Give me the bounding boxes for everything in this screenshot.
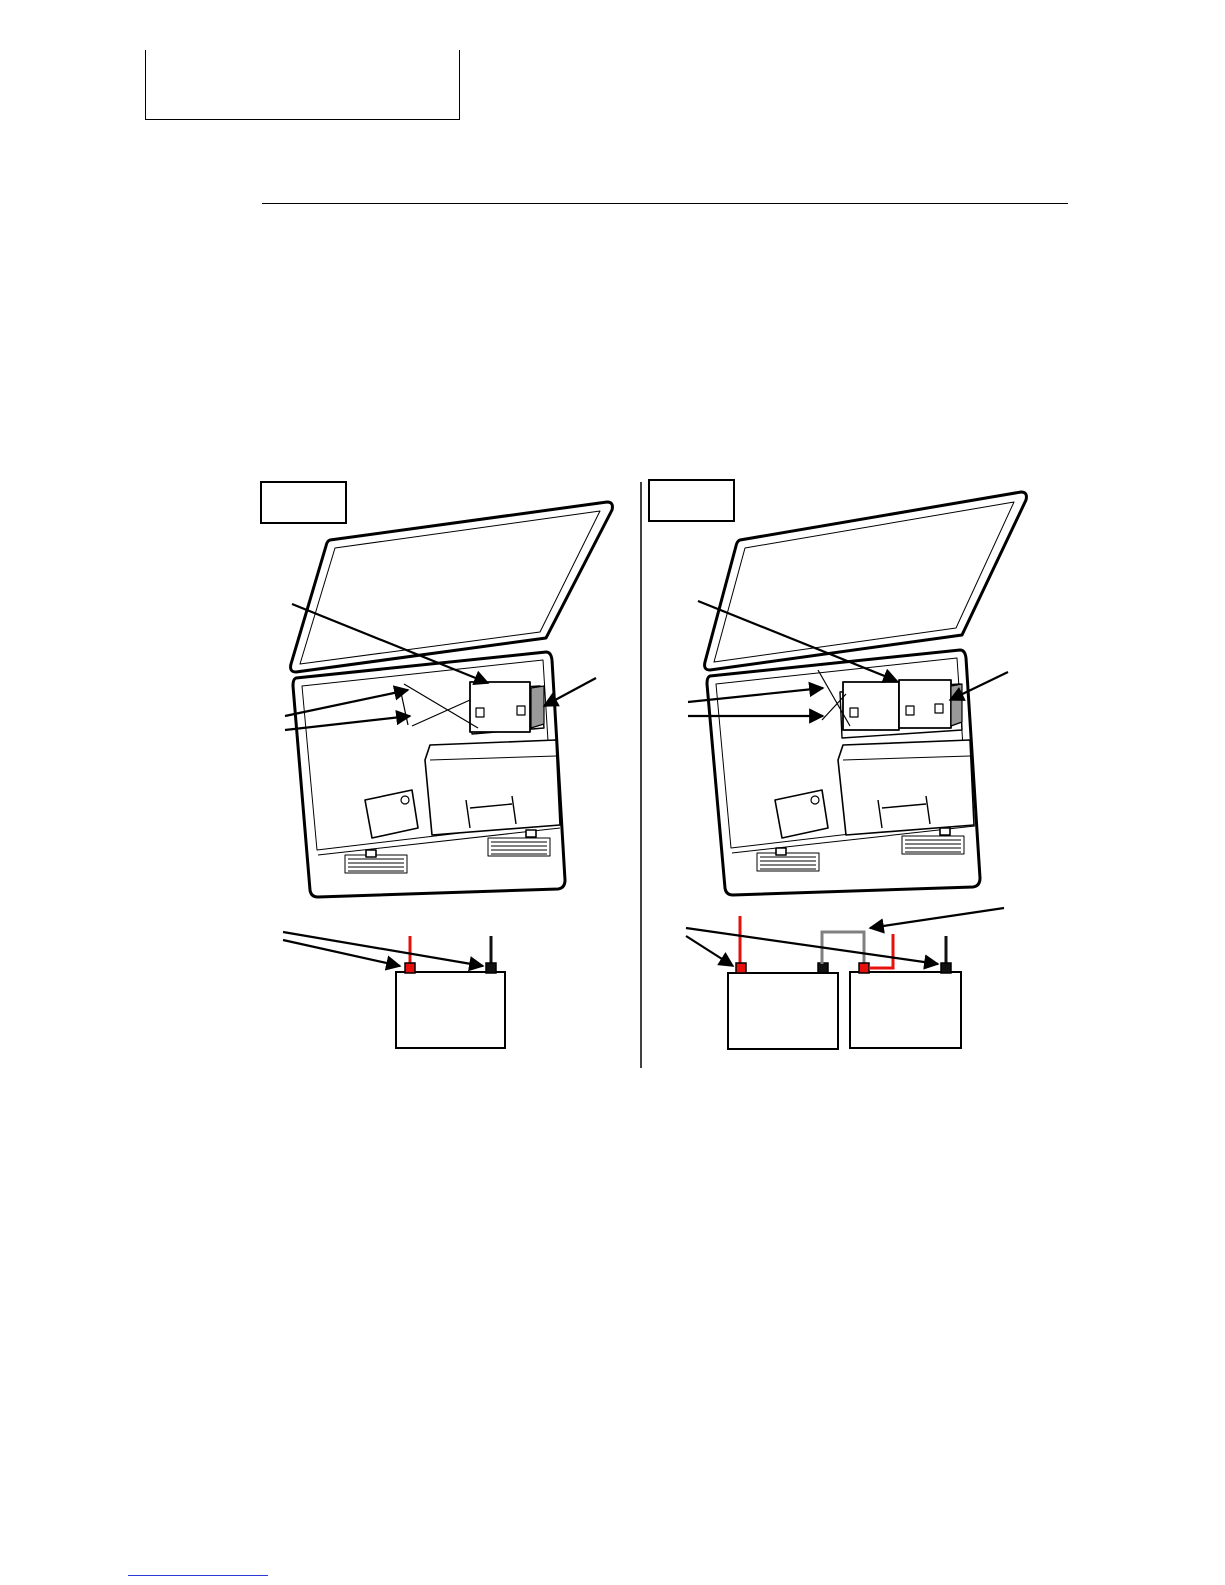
battery-1-negative-terminal [818, 963, 828, 973]
battery-2-positive-wire [869, 934, 893, 968]
wiring-right [686, 908, 1004, 1049]
charger-unit [838, 740, 974, 835]
positive-terminal [405, 963, 415, 973]
bracket [775, 790, 828, 838]
battery-2 [850, 972, 961, 1048]
charger-unit [425, 740, 560, 835]
enclosure-right [705, 492, 1027, 895]
battery-2-positive-terminal [859, 963, 869, 973]
battery-1 [728, 973, 838, 1049]
negative-terminal [486, 963, 496, 973]
positive-terminal [736, 963, 746, 973]
negative-terminal [941, 963, 951, 973]
bracket [365, 790, 418, 838]
vent-right [902, 836, 964, 854]
vent-left [757, 853, 819, 871]
enclosure-lid [291, 502, 613, 672]
footer-link-underline[interactable] [128, 1575, 268, 1576]
wiring-left [283, 932, 505, 1048]
enclosure-left [291, 502, 613, 897]
vent-right [488, 838, 550, 856]
battery [396, 972, 505, 1048]
